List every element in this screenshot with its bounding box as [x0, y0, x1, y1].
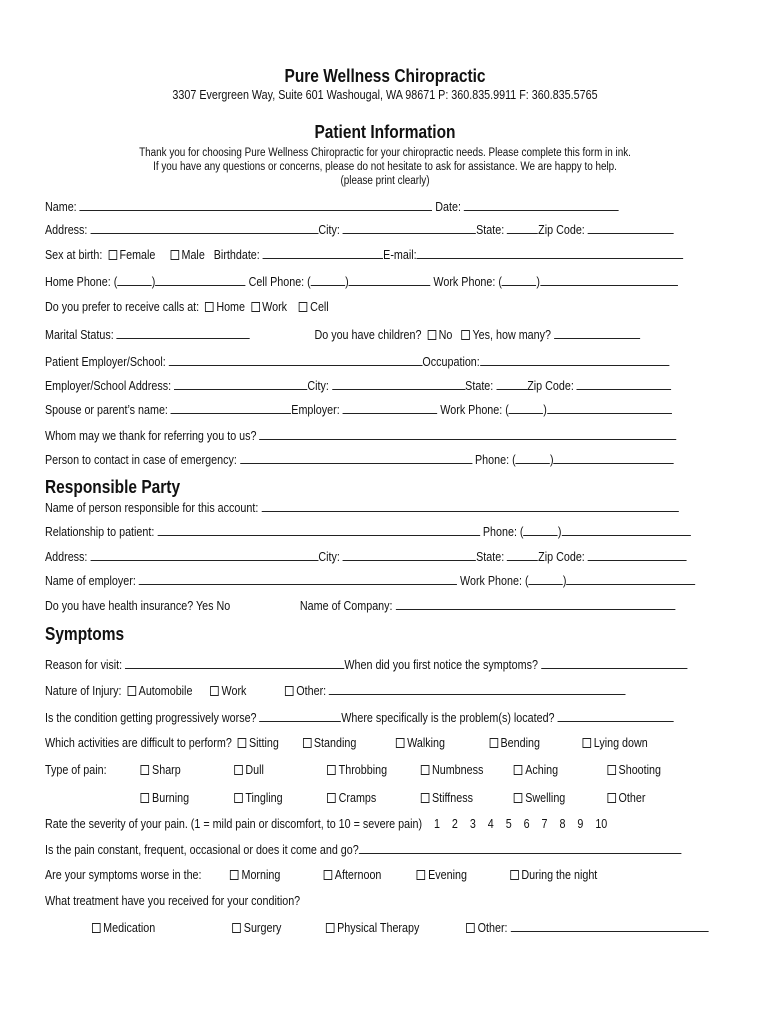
no-label: No [438, 328, 453, 342]
row-name [45, 199, 619, 215]
intro-line-3: (please print clearly) [340, 175, 430, 187]
spouse-label: Spouse or parent’s name: [45, 403, 168, 417]
sharp-checkbox[interactable] [141, 765, 150, 775]
row-treatment [45, 894, 300, 909]
activities-label: Which activities are difficult to perform? [45, 736, 232, 750]
numbness-label: Numbness [431, 763, 484, 777]
referral-field[interactable] [260, 428, 677, 440]
yes-how-many-label: Yes, how many? [472, 328, 551, 342]
row-spouse: Spouse or parent’s name: Employer: Work Phone: ( ) [45, 402, 672, 418]
responsible-phone-field[interactable] [561, 524, 690, 536]
lying-down-checkbox[interactable] [583, 738, 592, 748]
responsible-area-field[interactable] [524, 524, 558, 536]
sitting-label: Sitting [248, 736, 279, 750]
responsible-address-label: Address: [45, 550, 88, 564]
spouse-employer-label: Employer: [291, 403, 340, 417]
employer-zip-field[interactable] [577, 378, 672, 390]
name-field[interactable] [80, 199, 433, 211]
name-label: Name: [45, 200, 77, 214]
afternoon-label: Afternoon [334, 868, 382, 882]
swelling-label: Swelling [525, 791, 566, 805]
employer-address-label: Employer/School Address: [45, 379, 172, 393]
date-label: Date: [435, 200, 461, 214]
where-field[interactable] [558, 710, 674, 722]
children-count-field[interactable] [554, 327, 640, 339]
employer-address-field[interactable] [174, 378, 307, 390]
employer-city-field[interactable] [332, 378, 465, 390]
male-label: Male [181, 248, 205, 262]
intro-line-1: Thank you for choosing Pure Wellness Chiropractic for your chiropractic needs. Please complete this form in ink. [139, 147, 631, 159]
tingling-label: Tingling [245, 791, 283, 805]
form-title: Patient Information [314, 122, 456, 142]
employer-school-field[interactable] [169, 354, 423, 366]
company-label: Name of Company: [299, 599, 393, 613]
row-nature [45, 683, 626, 699]
employer-state-label: State: [465, 379, 494, 393]
burning-label: Burning [152, 791, 190, 805]
responsible-zip-field[interactable] [588, 549, 687, 561]
row-responsible-address [45, 549, 687, 565]
responsible-state-field[interactable] [507, 549, 538, 561]
emergency-field[interactable] [240, 452, 472, 464]
bending-label: Bending [500, 736, 540, 750]
treatment-label: What treatment have you received for your condition? [45, 894, 301, 908]
responsible-state-label: State: [476, 550, 505, 564]
cell-phone-label: Cell Phone: ( [248, 275, 311, 289]
automobile-checkbox[interactable] [127, 686, 136, 696]
aching-label: Aching [525, 763, 559, 777]
work-checkbox[interactable] [251, 302, 260, 312]
work-injury-label: Work [221, 684, 247, 698]
row-responsible-person [45, 500, 678, 516]
children-yes-checkbox[interactable] [461, 330, 470, 340]
first-notice-label: When did you first notice the symptoms? [344, 658, 538, 672]
practice-name: Pure Wellness Chiropractic [284, 66, 486, 86]
work-injury-checkbox[interactable] [210, 686, 219, 696]
name-of-employer-field[interactable] [139, 573, 457, 585]
city-label: City: [318, 223, 340, 237]
row-pain-type-2 [45, 791, 645, 806]
row-treatment-options [92, 920, 708, 936]
constant-label: Is the pain constant, frequent, occasional or does it come and go? [45, 843, 359, 857]
nature-label: Nature of Injury: [45, 684, 122, 698]
symptoms-heading: Symptoms [45, 624, 125, 644]
cell-label: Cell [310, 300, 329, 314]
spouse-employer-field[interactable] [343, 402, 438, 414]
morning-label: Morning [241, 868, 281, 882]
row-prefer-calls [45, 300, 329, 315]
sitting-checkbox[interactable] [238, 738, 247, 748]
morning-checkbox[interactable] [230, 870, 239, 880]
cramps-label: Cramps [338, 791, 377, 805]
row-employer-school [45, 354, 669, 370]
shooting-checkbox[interactable] [607, 765, 616, 775]
walking-label: Walking [407, 736, 446, 750]
aching-checkbox[interactable] [514, 765, 523, 775]
male-checkbox[interactable] [170, 250, 179, 260]
responsible-city-field[interactable] [343, 549, 476, 561]
spouse-field[interactable] [171, 402, 291, 414]
children-label: Do you have children? [314, 328, 422, 342]
during-night-checkbox[interactable] [510, 870, 519, 880]
bending-checkbox[interactable] [489, 738, 498, 748]
row-marital [45, 327, 640, 343]
employer-city-label: City: [307, 379, 329, 393]
tingling-checkbox[interactable] [234, 793, 243, 803]
constant-field[interactable] [359, 842, 682, 854]
row-employer-address [45, 378, 671, 394]
dull-checkbox[interactable] [234, 765, 243, 775]
numbness-checkbox[interactable] [421, 765, 430, 775]
severity-label: Rate the severity of your pain. (1 = mild pain or discomfort, to 10 = severe pain) [45, 817, 423, 831]
worse-field[interactable] [260, 710, 342, 722]
state-label: State: [476, 223, 505, 237]
marital-label: Marital Status: [45, 328, 114, 342]
burning-checkbox[interactable] [141, 793, 150, 803]
surgery-checkbox[interactable] [233, 923, 242, 933]
emergency-phone-field[interactable] [554, 452, 674, 464]
home-phone-label: Home Phone: ( [45, 275, 118, 289]
row-activities [45, 736, 648, 751]
other-treatment-field[interactable] [511, 920, 709, 932]
automobile-label: Automobile [138, 684, 193, 698]
spouse-area-field[interactable] [509, 402, 543, 414]
surgery-label: Surgery [243, 921, 282, 935]
shooting-label: Shooting [618, 763, 661, 777]
female-checkbox[interactable] [108, 250, 117, 260]
other-injury-label: Other: [296, 684, 327, 698]
responsible-work-area-field[interactable] [529, 573, 563, 585]
home-phone-field[interactable] [155, 274, 245, 286]
emergency-label: Person to contact in case of emergency: [45, 453, 237, 467]
sharp-label: Sharp [152, 763, 181, 777]
evening-checkbox[interactable] [417, 870, 426, 880]
medication-label: Medication [103, 921, 156, 935]
address-field[interactable] [90, 222, 318, 234]
spouse-phone-field[interactable] [547, 402, 672, 414]
work-phone-field[interactable] [540, 274, 678, 286]
cell-checkbox[interactable] [299, 302, 308, 312]
standing-label: Standing [313, 736, 357, 750]
intro-line-2: If you have any questions or concerns, please do not hesitate to ask for assistance. We are happy to help. [153, 161, 617, 173]
occupation-field[interactable] [480, 354, 669, 366]
state-field[interactable] [507, 222, 538, 234]
responsible-person-label: Name of person responsible for this account: [45, 501, 259, 515]
evening-label: Evening [428, 868, 467, 882]
medication-checkbox[interactable] [92, 923, 101, 933]
responsible-zip-label: Zip Code: [538, 550, 585, 564]
email-field[interactable] [417, 247, 684, 259]
stiffness-checkbox[interactable] [421, 793, 430, 803]
spouse-work-phone-label: Work Phone: ( [440, 403, 509, 417]
responsible-person-field[interactable] [261, 500, 678, 512]
occupation-label: Occupation: [422, 355, 480, 369]
pain-type-label: Type of pain: [45, 763, 107, 777]
zip-field[interactable] [588, 222, 674, 234]
lying-down-label: Lying down [593, 736, 648, 750]
worse-in-label: Are your symptoms worse in the: [45, 868, 202, 882]
home-label: Home [216, 300, 245, 314]
referral-label: Whom may we thank for referring you to us? [45, 429, 257, 443]
employer-school-label: Patient Employer/School: [45, 355, 166, 369]
other-treatment-label: Other: [477, 921, 508, 935]
relationship-label: Relationship to patient: [45, 525, 155, 539]
birthdate-field[interactable] [263, 247, 383, 259]
work-phone-label: Work Phone: ( [433, 275, 502, 289]
responsible-address-field[interactable] [90, 549, 318, 561]
row-worse [45, 710, 674, 726]
row-insurance [45, 598, 675, 614]
worse-label: Is the condition getting progressively worse? [45, 711, 257, 725]
other-injury-field[interactable] [329, 683, 626, 695]
insurance-label: Do you have health insurance? Yes No [45, 599, 231, 613]
home-area-field[interactable] [117, 274, 151, 286]
stiffness-label: Stiffness [431, 791, 473, 805]
during-night-label: During the night [521, 868, 598, 882]
row-pain-type-1 [45, 763, 661, 778]
city-field[interactable] [343, 222, 476, 234]
emergency-area-field[interactable] [516, 452, 550, 464]
children-no-checkbox[interactable] [427, 330, 436, 340]
throbbing-checkbox[interactable] [327, 765, 336, 775]
physical-therapy-label: Physical Therapy [337, 921, 420, 935]
responsible-party-heading: Responsible Party [45, 477, 181, 497]
work-label: Work [262, 300, 288, 314]
employer-zip-label: Zip Code: [527, 379, 574, 393]
sex-label: Sex at birth: [45, 248, 103, 262]
row-relationship: Relationship to patient: Phone: ( ) [45, 524, 690, 540]
standing-checkbox[interactable] [303, 738, 312, 748]
responsible-city-label: City: [318, 550, 340, 564]
row-phones: Home Phone: ( ) Cell Phone: ( ) Work Phone: ( ) [45, 274, 678, 290]
responsible-work-phone-label: Work Phone: ( [460, 574, 529, 588]
row-name-of-employer: Name of employer: Work Phone: ( ) [45, 573, 696, 589]
where-label: Where specifically is the problem(s) located? [341, 711, 555, 725]
cramps-checkbox[interactable] [327, 793, 336, 803]
company-field[interactable] [396, 598, 676, 610]
zip-label: Zip Code: [538, 223, 585, 237]
marital-field[interactable] [117, 327, 250, 339]
prefer-calls-label: Do you prefer to receive calls at: [45, 300, 200, 314]
row-address [45, 222, 674, 238]
birthdate-label: Birthdate: [213, 248, 260, 262]
reason-field[interactable] [125, 657, 344, 669]
other-treatment-checkbox[interactable] [466, 923, 475, 933]
dull-label: Dull [245, 763, 264, 777]
practice-address: 3307 Evergreen Way, Suite 601 Washougal, WA 98671 P: 360.835.9911 F: 360.835.5765 [172, 88, 598, 102]
swelling-checkbox[interactable] [514, 793, 523, 803]
afternoon-checkbox[interactable] [324, 870, 333, 880]
date-field[interactable] [464, 199, 619, 211]
row-emergency: Person to contact in case of emergency: Phone: ( ) [45, 452, 674, 468]
severity-scale[interactable]: 1 2 3 4 5 6 7 8 9 10 [434, 817, 608, 831]
cell-area-field[interactable] [311, 274, 345, 286]
row-worse-in [45, 868, 597, 883]
emergency-phone-label: Phone: ( [475, 453, 516, 467]
relationship-field[interactable] [157, 524, 480, 536]
cell-phone-field[interactable] [349, 274, 431, 286]
email-label: E-mail: [383, 248, 417, 262]
row-severity [45, 817, 607, 832]
work-area-field[interactable] [502, 274, 536, 286]
first-notice-field[interactable] [541, 657, 687, 669]
responsible-work-phone-field[interactable] [567, 573, 696, 585]
other-pain-label: Other [618, 791, 646, 805]
walking-checkbox[interactable] [396, 738, 405, 748]
responsible-phone-label: Phone: ( [482, 525, 524, 539]
other-injury-checkbox[interactable] [285, 686, 294, 696]
employer-state-field[interactable] [496, 378, 527, 390]
row-sex [45, 247, 683, 263]
address-label: Address: [45, 223, 88, 237]
physical-therapy-checkbox[interactable] [326, 923, 335, 933]
throbbing-label: Throbbing [338, 763, 388, 777]
female-label: Female [119, 248, 156, 262]
row-reason [45, 657, 687, 673]
home-checkbox[interactable] [205, 302, 214, 312]
other-pain-checkbox[interactable] [607, 793, 616, 803]
name-of-employer-label: Name of employer: [45, 574, 136, 588]
reason-label: Reason for visit: [45, 658, 123, 672]
row-referral [45, 428, 677, 444]
row-constant [45, 842, 681, 858]
